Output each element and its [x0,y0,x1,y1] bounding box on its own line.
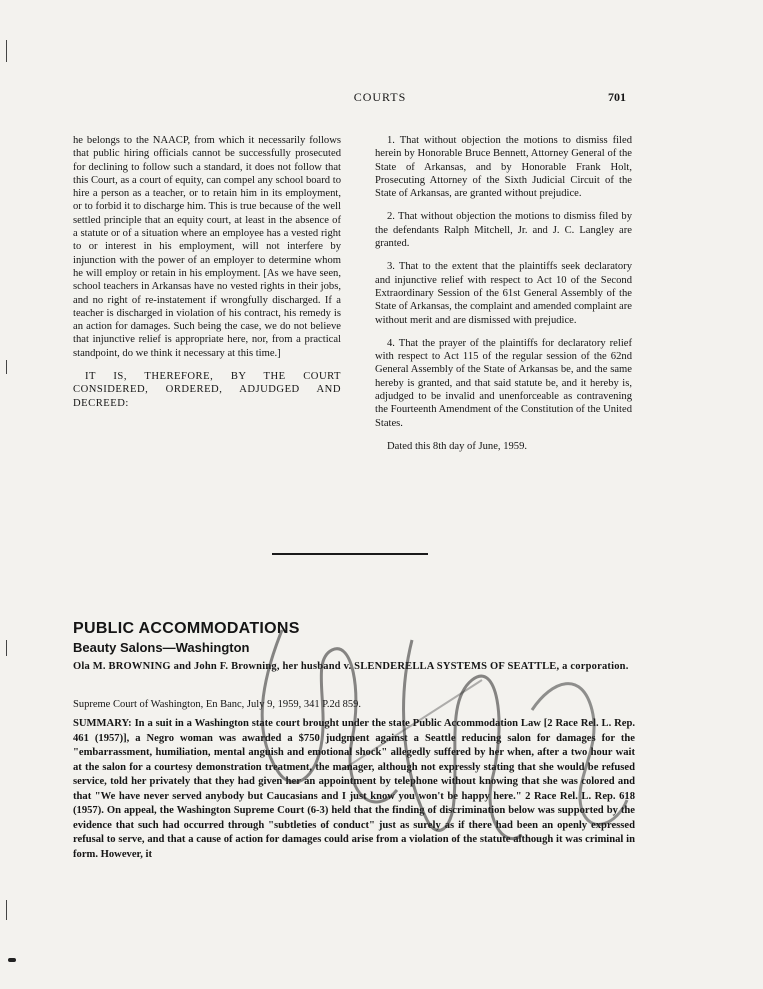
scan-mark [8,958,16,962]
order-item-1: 1. That without objection the motions to dismiss filed herein by Honorable Bruce Bennett, Attorney General of the State of Arkansas, and by Honorable Frank Holt, Prosecuting Attorney of the Sixth Judicial Circuit of the State of Arkansas, are granted without prejudice. [375,135,632,200]
scan-mark [6,40,7,62]
section-divider [272,553,428,555]
case-summary [73,717,635,862]
scan-mark [6,360,7,374]
decree-paragraph: IT IS, THEREFORE, BY THE COURT CONSIDERED, ORDERED, ADJUDGED AND DECREED: [73,371,341,409]
summary-label: SUMMARY: [73,718,132,729]
summary-text: In a suit in a Washington state court brought under the state Public Accommodation Law [2 Race Rel. L. Rep. 461 (1957)], a Negro woman was awarded a $750 judgment against a Seattle reducing salon for damages for the "embarrassment, humiliation, mental anguish and emotional shock" allegedly suffered by her when, after a two hour wait at the salon for a courtesy demonstration treatment, the manager, although not expressly stating that she would be refused service, told her privately that they had given her an appointment by telephone without knowing that she was colored and that "We have never served anybody but Caucasians and I just know you won't be happy here." 2 Race Rel. L. Rep. 618 (1957). On appeal, the Washington Supreme Court (6-3) held that the finding of discrimination below was supported by the evidence that such had occurred through "subtleties of conduct" just as surely as if there had been an openly expressed refusal to serve, and that a cause of action for damages could arise from a violation of the statute although it was criminal in form. However, it [73,718,635,860]
left-paragraph: he belongs to the NAACP, from which it necessarily follows that public hiring officials cannot be successfully prosecuted for declining to follow such a standard, it does not follow that this Court, as a court of equity, can compel any school board to hire a person as a teacher, or to retain him in its employment, or to forbid it to discharge him. This is true because of the well settled principle that an equity court, at least in the absence of a statute or of a situation where an employee has a vested right to or interest in his employment, will not interfere by injunction with the power of an employer to determine whom he will employ or retain in his employment. [As we have seen, school teachers in Arkansas have no vested rights in their jobs, and no right of re-instatement if wrongfully discharged. If a teacher is discharged in violation of his contract, his remedy is an action for damages. Such being the case, we do not believe that injunctive relief is appropriate here, nor, from a practical standpoint, do we think it necessary at this time.] [73,135,341,359]
left-column [73,134,341,420]
dated-line: Dated this 8th day of June, 1959. [387,440,528,452]
case-citation: Supreme Court of Washington, En Banc, July 9, 1959, 341 P.2d 859. [73,699,361,710]
scan-mark [6,640,7,656]
page-number: 701 [608,90,626,104]
section-subtitle: Beauty Salons—Washington [73,640,250,655]
order-item-3: 3. That to the extent that the plaintiffs seek declaratory and injunctive relief with respect to Act 10 of the Second Extraordinary Session of the 61st General Assembly of the State of Arkansas, the complaint and amended complaint are without merit and are dismissed with prejudice. [375,261,632,326]
order-item-2: 2. That without objection the motions to dismiss filed by the defendants Ralph Mitchell, Jr. and J. C. Langley are granted. [375,211,632,250]
right-column [375,134,632,463]
running-header: COURTS [353,90,407,104]
section-title: PUBLIC ACCOMMODATIONS [73,620,300,637]
case-name: Ola M. BROWNING and John F. Browning, her husband v. SLENDERELLA SYSTEMS OF SEATTLE, a corporation. [73,661,629,672]
scan-mark [6,900,7,920]
order-item-4: 4. That the prayer of the plaintiffs for declaratory relief with respect to Act 115 of the regular session of the 62nd General Assembly of the State of Arkansas be, and the same hereby is granted, and that said statute be, and it hereby is, adjudged to be invalid and unenforceable as contravening the Fourteenth Amendment of the Constitution of the United States. [375,337,632,429]
